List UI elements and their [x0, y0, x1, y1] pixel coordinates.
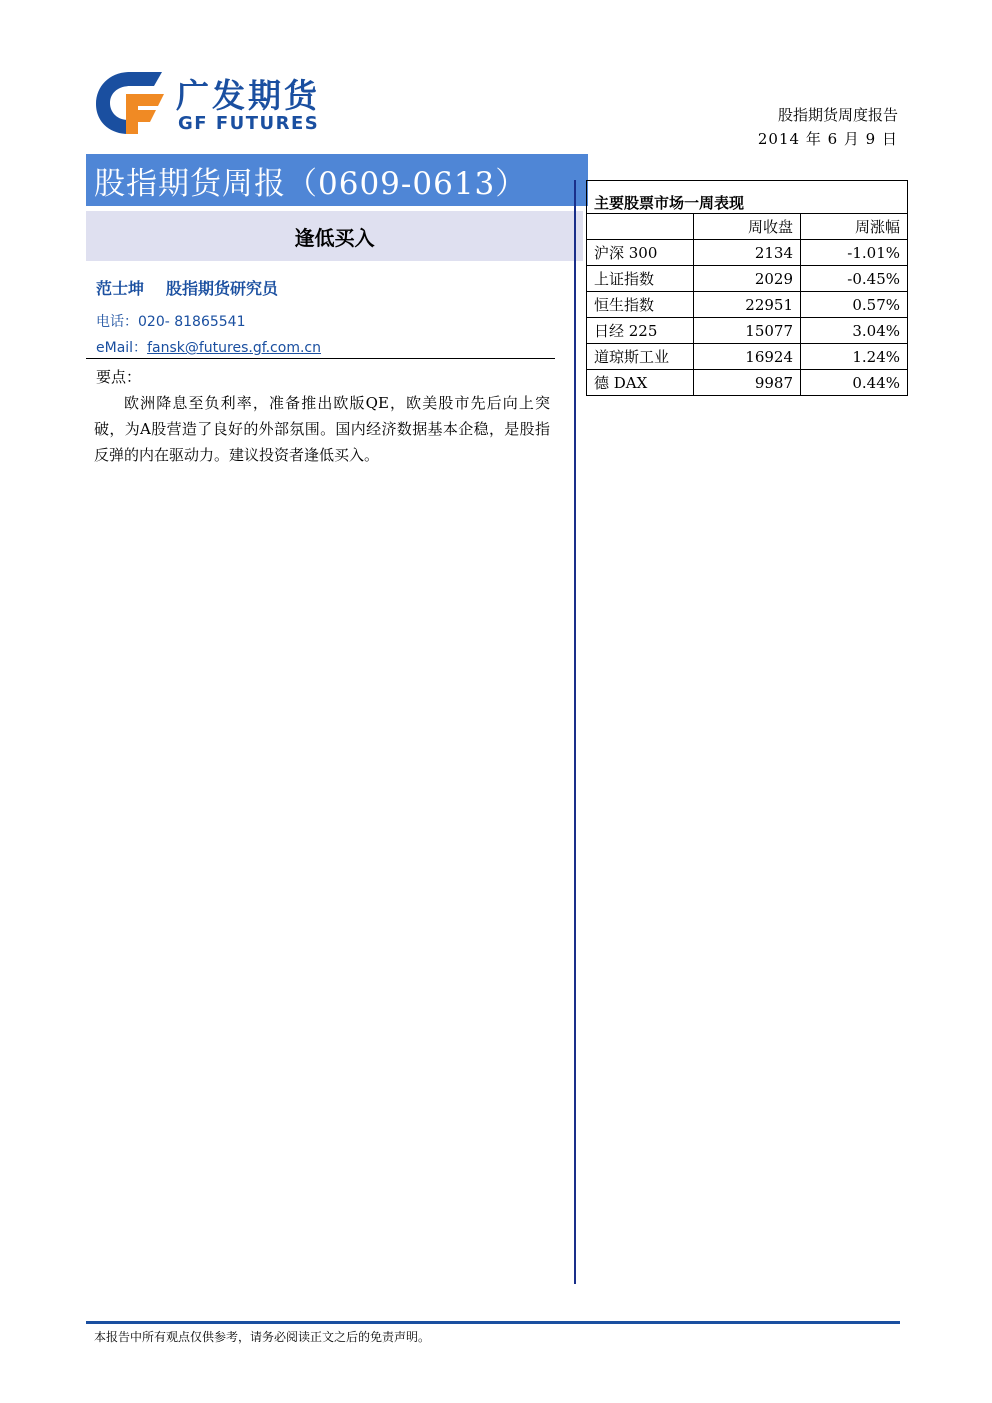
table-row — [587, 240, 908, 266]
table-caption: 主要股票市场一周表现 — [587, 181, 908, 214]
column-divider — [574, 180, 576, 1284]
index-change: 3.04% — [801, 318, 908, 344]
gf-logo-icon — [92, 68, 168, 138]
market-performance-table — [586, 180, 908, 396]
disclaimer: 本报告中所有观点仅供参考，请务必阅读正文之后的免责声明。 — [94, 1330, 431, 1344]
index-close: 22951 — [694, 292, 801, 318]
index-name: 恒生指数 — [587, 292, 694, 318]
report-title: 股指期货周报（0609-0613） — [94, 166, 528, 202]
author-email — [96, 337, 321, 357]
index-change: 0.44% — [801, 370, 908, 396]
brand-name-en: GF FUTURES — [178, 113, 320, 134]
table-header-row — [587, 214, 908, 240]
index-close: 2029 — [694, 266, 801, 292]
report-date: 2014 年 6 月 9 日 — [757, 130, 898, 148]
index-change: 0.57% — [801, 292, 908, 318]
table-row — [587, 318, 908, 344]
author-line — [96, 276, 278, 299]
column-header-close: 周收盘 — [694, 214, 801, 240]
phone-label: 电话： — [96, 314, 138, 330]
author-phone — [96, 311, 245, 331]
brand-name-cn: 广发期货 — [176, 76, 320, 115]
index-close: 16924 — [694, 344, 801, 370]
index-name: 日经 225 — [587, 318, 694, 344]
table-row — [587, 292, 908, 318]
index-change: -0.45% — [801, 266, 908, 292]
key-points-label: 要点： — [96, 368, 142, 386]
index-close: 9987 — [694, 370, 801, 396]
key-points-text: 欧洲降息至负利率，准备推出欧版QE，欧美股市先后向上突破，为A股营造了良好的外部氛围。国内经济数据基本企稳，是股指反弹的内在驱动力。建议投资者逢低买入。 — [94, 394, 550, 464]
report-type: 股指期货周度报告 — [777, 106, 898, 124]
table-row — [587, 344, 908, 370]
index-close: 2134 — [694, 240, 801, 266]
index-change: 1.24% — [801, 344, 908, 370]
divider — [86, 358, 555, 359]
footer-rule — [86, 1321, 900, 1324]
index-close: 15077 — [694, 318, 801, 344]
author-name: 范士坤 — [96, 279, 145, 298]
table-row — [587, 370, 908, 396]
author-role: 股指期货研究员 — [166, 279, 279, 298]
table-row — [587, 266, 908, 292]
phone-number: 020- 81865541 — [138, 314, 246, 330]
report-subtitle: 逢低买入 — [294, 226, 375, 250]
column-header-change: 周涨幅 — [801, 214, 908, 240]
index-name: 德 DAX — [587, 370, 694, 396]
column-header — [587, 214, 694, 240]
index-change: -1.01% — [801, 240, 908, 266]
index-name: 上证指数 — [587, 266, 694, 292]
index-name: 道琼斯工业 — [587, 344, 694, 370]
email-link[interactable]: fansk@futures.gf.com.cn — [147, 340, 321, 356]
email-label: eMail： — [96, 340, 148, 356]
index-name: 沪深 300 — [587, 240, 694, 266]
